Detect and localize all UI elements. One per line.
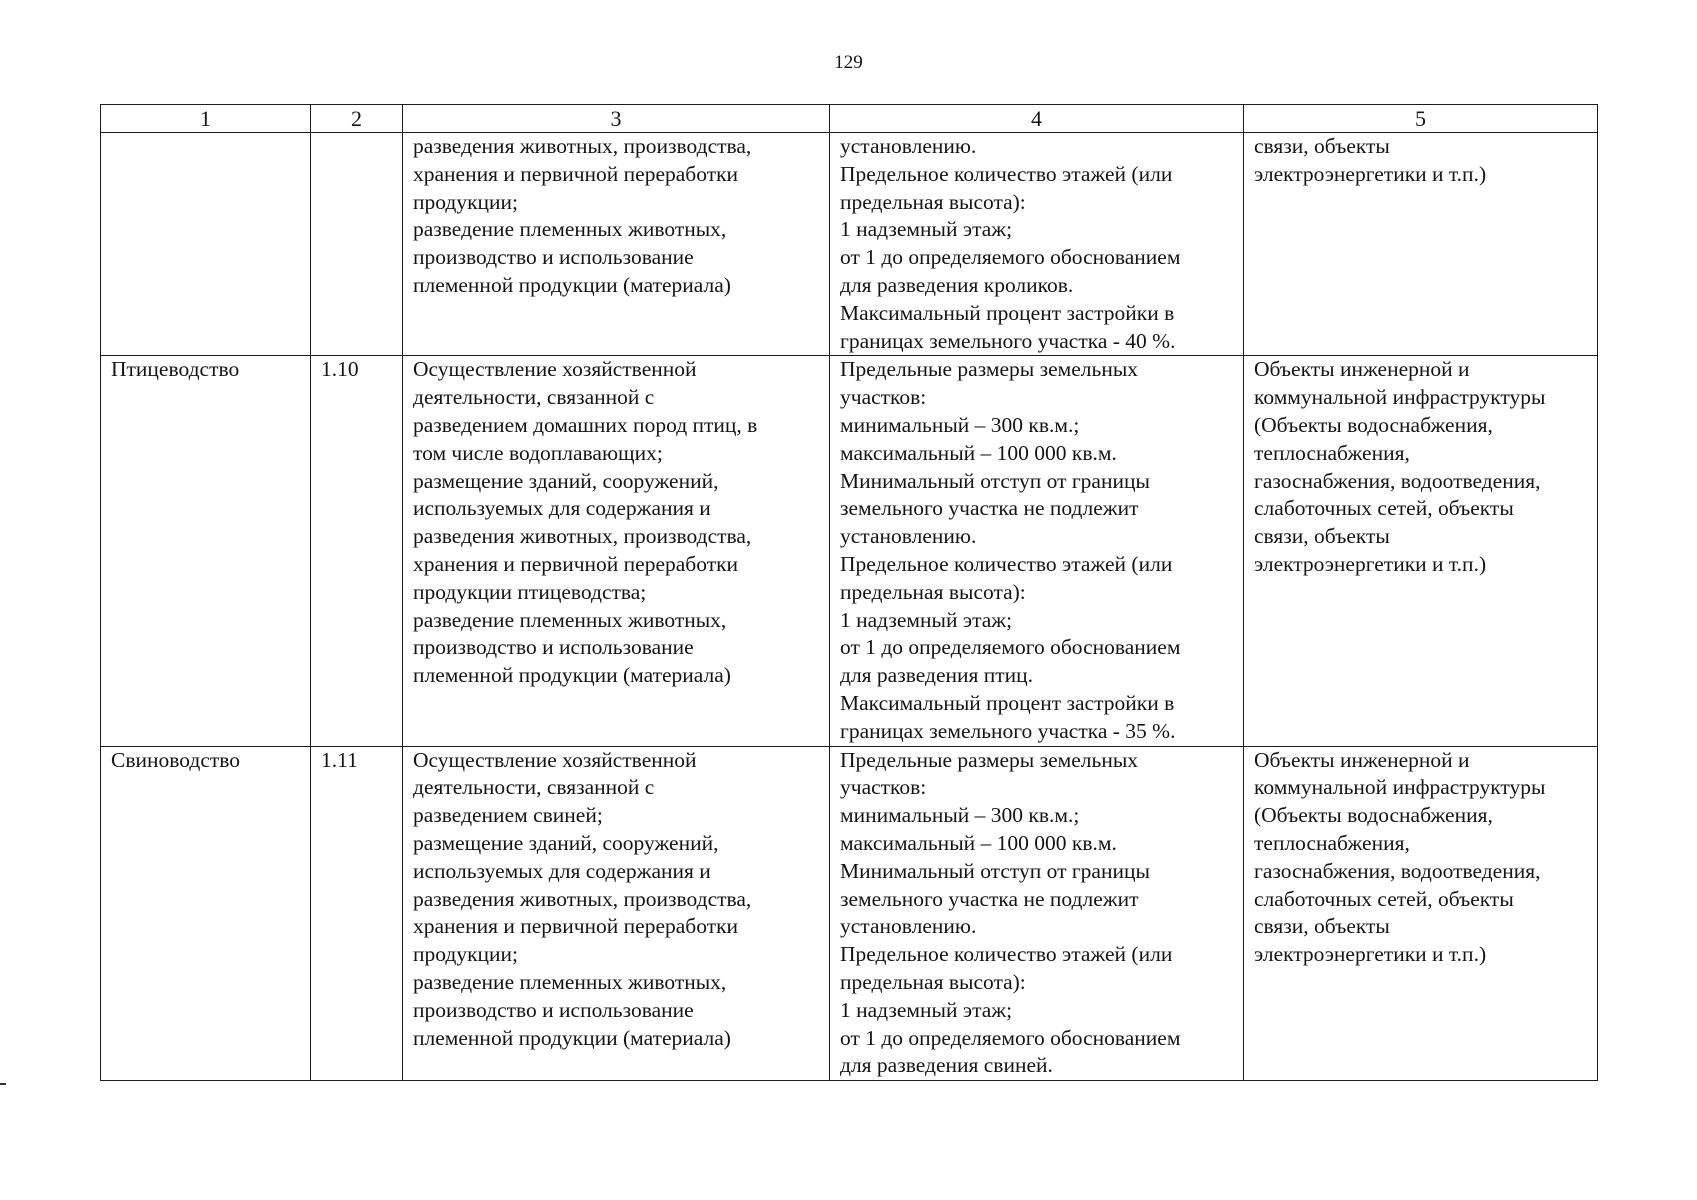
land-use-code-cell: [311, 356, 403, 746]
building-parameters-line: предельная высота):: [840, 969, 1026, 994]
infrastructure-line: теплоснабжения,: [1254, 440, 1410, 465]
land-use-description-line: племенной продукции (материала): [413, 1025, 731, 1050]
building-parameters-line: границах земельного участка - 40 %.: [840, 328, 1176, 353]
land-use-description-line: разведение племенных животных,: [413, 607, 727, 632]
building-parameters-line: установлению.: [840, 914, 977, 939]
infrastructure-line: слаботочных сетей, объекты: [1254, 496, 1514, 521]
building-parameters-line: Предельное количество этажей (или: [840, 942, 1173, 967]
building-parameters-line: Предельное количество этажей (или: [840, 551, 1173, 576]
infrastructure-cell: [1244, 356, 1598, 746]
building-parameters-line: границах земельного участка - 35 %.: [840, 718, 1176, 743]
land-use-description-line: хранения и первичной переработки: [413, 914, 739, 939]
infrastructure-line: (Объекты водоснабжения,: [1254, 412, 1493, 437]
land-use-name-cell: [101, 133, 311, 356]
land-use-description-line: размещение зданий, сооружений,: [413, 830, 719, 855]
land-use-code-text: 1.10: [321, 357, 359, 382]
land-use-name-text: Свиноводство: [111, 747, 241, 772]
building-parameters-line: от 1 до определяемого обоснованием: [840, 245, 1181, 270]
land-use-code-cell: [311, 133, 403, 356]
infrastructure-line: газоснабжения, водоотведения,: [1254, 858, 1541, 883]
building-parameters-line: участков:: [840, 775, 927, 800]
building-parameters-cell: [830, 133, 1244, 356]
building-parameters-line: земельного участка не подлежит: [840, 496, 1139, 521]
infrastructure-line: слаботочных сетей, объекты: [1254, 886, 1514, 911]
building-parameters-line: Минимальный отступ от границы: [840, 858, 1150, 883]
building-parameters-line: Предельные размеры земельных: [840, 357, 1139, 382]
table-row: [101, 133, 1598, 356]
building-parameters-line: для разведения свиней.: [840, 1053, 1053, 1078]
building-parameters-line: максимальный – 100 000 кв.м.: [840, 440, 1117, 465]
land-use-description-cell: [403, 746, 830, 1081]
land-use-description-line: разведения животных, производства,: [413, 134, 752, 158]
building-parameters-cell: [830, 356, 1244, 746]
land-use-description-line: Осуществление хозяйственной: [413, 357, 697, 382]
building-parameters-line: участков:: [840, 385, 927, 410]
column-number-4: 4: [830, 105, 1244, 133]
infrastructure-cell: [1244, 746, 1598, 1081]
infrastructure-line: Объекты инженерной и: [1254, 357, 1470, 382]
infrastructure-line: связи, объекты: [1254, 914, 1390, 939]
land-use-code-text: 1.11: [321, 747, 358, 772]
land-use-description-cell: [403, 133, 830, 356]
building-parameters-line: Предельное количество этажей (или: [840, 161, 1173, 186]
infrastructure-line: электроэнергетики и т.п.): [1254, 942, 1487, 967]
land-use-description-line: продукции;: [413, 942, 519, 967]
building-parameters-line: предельная высота):: [840, 189, 1026, 214]
land-use-description-line: используемых для содержания и: [413, 496, 711, 521]
building-parameters-line: 1 надземный этаж;: [840, 607, 1013, 632]
land-use-description-line: разведения животных, производства,: [413, 524, 752, 549]
infrastructure-line: коммунальной инфраструктуры: [1254, 775, 1546, 800]
infrastructure-line: (Объекты водоснабжения,: [1254, 803, 1493, 828]
column-number-row: [101, 105, 1598, 133]
land-use-description-line: Осуществление хозяйственной: [413, 747, 697, 772]
land-use-description-line: племенной продукции (материала): [413, 663, 731, 688]
land-use-name-cell: [101, 746, 311, 1081]
building-parameters-line: для разведения кроликов.: [840, 272, 1074, 297]
land-use-description-line: разведением свиней;: [413, 803, 603, 828]
infrastructure-line: газоснабжения, водоотведения,: [1254, 468, 1541, 493]
land-use-description-cell: [403, 356, 830, 746]
land-use-name-cell: [101, 356, 311, 746]
building-parameters-line: максимальный – 100 000 кв.м.: [840, 830, 1117, 855]
land-use-description-line: используемых для содержания и: [413, 858, 711, 883]
land-use-description-line: производство и использование: [413, 245, 694, 270]
land-use-description-line: разведения животных, производства,: [413, 886, 752, 911]
infrastructure-line: связи, объекты: [1254, 134, 1390, 158]
building-parameters-line: Минимальный отступ от границы: [840, 468, 1150, 493]
building-parameters-cell: [830, 746, 1244, 1081]
column-number-5: 5: [1244, 105, 1598, 133]
land-use-description-line: разведение племенных животных,: [413, 969, 727, 994]
building-parameters-line: Предельные размеры земельных: [840, 747, 1139, 772]
building-parameters-line: Максимальный процент застройки в: [840, 690, 1175, 715]
table-row: [101, 356, 1598, 746]
land-use-description-line: размещение зданий, сооружений,: [413, 468, 719, 493]
land-use-description-line: хранения и первичной переработки: [413, 161, 739, 186]
building-parameters-line: минимальный – 300 кв.м.;: [840, 803, 1080, 828]
building-parameters-line: предельная высота):: [840, 579, 1026, 604]
building-parameters-line: установлению.: [840, 524, 977, 549]
land-use-description-line: племенной продукции (материала): [413, 272, 731, 297]
land-use-description-line: разведением домашних пород птиц, в: [413, 412, 758, 437]
page-number: 129: [834, 52, 863, 73]
land-use-description-line: том числе водоплавающих;: [413, 440, 663, 465]
building-parameters-line: установлению.: [840, 134, 977, 158]
land-use-description-line: производство и использование: [413, 635, 694, 660]
land-use-description-line: продукции;: [413, 189, 519, 214]
land-use-name-text: Птицеводство: [111, 357, 240, 382]
building-parameters-line: от 1 до определяемого обоснованием: [840, 1025, 1181, 1050]
column-number-2: 2: [311, 105, 403, 133]
infrastructure-line: коммунальной инфраструктуры: [1254, 385, 1546, 410]
building-parameters-line: минимальный – 300 кв.м.;: [840, 412, 1080, 437]
table-row: [101, 746, 1598, 1081]
infrastructure-cell: [1244, 133, 1598, 356]
land-use-description-line: производство и использование: [413, 997, 694, 1022]
infrastructure-line: теплоснабжения,: [1254, 830, 1410, 855]
building-parameters-line: от 1 до определяемого обоснованием: [840, 635, 1181, 660]
infrastructure-line: электроэнергетики и т.п.): [1254, 161, 1487, 186]
building-parameters-line: 1 надземный этаж;: [840, 217, 1013, 242]
margin-mark: [0, 1083, 6, 1085]
column-number-1: 1: [101, 105, 311, 133]
land-use-description-line: деятельности, связанной с: [413, 775, 655, 800]
land-use-description-line: хранения и первичной переработки: [413, 551, 739, 576]
building-parameters-line: Максимальный процент застройки в: [840, 300, 1175, 325]
land-use-table: [100, 104, 1598, 1081]
land-use-description-line: разведение племенных животных,: [413, 217, 727, 242]
land-use-code-cell: [311, 746, 403, 1081]
infrastructure-line: связи, объекты: [1254, 524, 1390, 549]
column-number-3: 3: [403, 105, 830, 133]
land-use-description-line: деятельности, связанной с: [413, 385, 655, 410]
building-parameters-line: для разведения птиц.: [840, 663, 1034, 688]
infrastructure-line: Объекты инженерной и: [1254, 747, 1470, 772]
building-parameters-line: 1 надземный этаж;: [840, 997, 1013, 1022]
building-parameters-line: земельного участка не подлежит: [840, 886, 1139, 911]
land-use-description-line: продукции птицеводства;: [413, 579, 647, 604]
infrastructure-line: электроэнергетики и т.п.): [1254, 551, 1487, 576]
